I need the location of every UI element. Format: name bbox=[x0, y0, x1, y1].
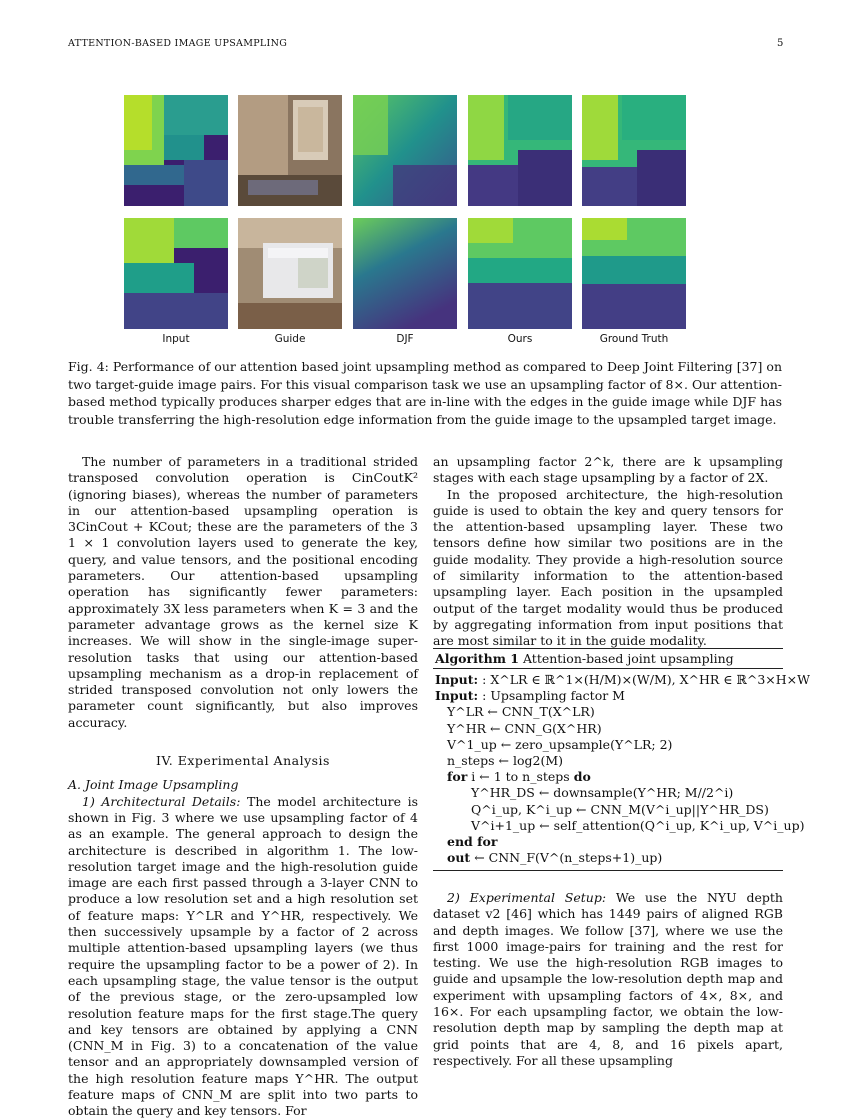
algorithm-label: Algorithm 1 bbox=[435, 651, 519, 666]
djf-output-2 bbox=[353, 218, 457, 329]
algo-line: Y^HR ← CNN_G(X^HR) bbox=[447, 720, 602, 736]
algo-input-2: : Upsampling factor M bbox=[482, 688, 625, 704]
algo-end-for: end for bbox=[447, 834, 498, 850]
algo-line: V^1_up ← zero_upsample(Y^LR; 2) bbox=[447, 736, 673, 752]
algo-output: ← CNN_F(V^(n_steps+1)_up) bbox=[474, 850, 663, 866]
left-column bbox=[68, 454, 418, 1120]
running-title: ATTENTION-BASED IMAGE UPSAMPLING bbox=[68, 38, 288, 49]
paragraph-architecture-guide: In the proposed architecture, the high-resolution guide is used to obtain the key and query tensors for the attention-based upsampling layer. These two tensors define how similar two positions are in the guide modality. They provide a high-resolution source of similarity information to the attention-based upsampling layer. Each position in the upsampled output of the target modality would thus be produced by aggregating information from input positions that are most similar to it in the guide modality. bbox=[433, 486, 783, 649]
right-column bbox=[433, 454, 783, 650]
algorithm-title: Attention-based joint upsampling bbox=[522, 651, 734, 666]
page-number: 5 bbox=[777, 38, 784, 49]
ground-truth-1 bbox=[582, 95, 686, 206]
right-column-lower bbox=[433, 890, 783, 1069]
algo-line: Y^HR_DS ← downsample(Y^HR; M//2^i) bbox=[471, 785, 734, 801]
djf-output-1 bbox=[353, 95, 457, 206]
paragraph-experimental-setup: 2) Experimental Setup: We use the NYU depth dataset v2 [46] which has 1449 pairs of aligned RGB and depth images. We follow [37], where we use the first 1000 image-pairs for training and the rest for testing. We use the high-resolution RGB images to guide and upsample the low-resolution depth map and experiment with upsampling factors of 4×, 8×, and 16×. For each upsampling factor, we obtain the low-resolution depth map by sampling the depth map at grid points that are 4, 8, and 16 pixels apart, respectively. For all these upsampling bbox=[433, 890, 783, 1068]
ground-truth-2 bbox=[582, 218, 686, 329]
label-input: Input bbox=[162, 333, 190, 345]
paragraph-architecture: 1) Architectural Details: The model architecture is shown in Fig. 3 where we use upsampling factor of 4 as an example. The general approach to design the architecture is described in algorithm 1. The low-resolution target image and the high-resolution guide image are each first passed through a 3-layer CNN to produce a low resolution set and a high resolution set of feature maps: Y^LR and Y^HR, respectively. We then successively upsample by a factor of 2 across multiple attention-based upsampling layers (we thus require the upsampling factor to be a power of 2). In each upsampling stage, the value tensor is the output of the previous stage, or the zero-upsampled low resolution feature maps for the first stage.The query and key tensors are obtained by applying a CNN (CNN_M in Fig. 3) to a concatenation of the value tensor and an appropriately downsampled version of the high resolution feature maps Y^HR. The output feature maps of CNN_M are split into two parts to obtain the query and key tensors. For bbox=[68, 793, 418, 1119]
guide-image-2 bbox=[238, 218, 342, 329]
ours-output-2 bbox=[468, 218, 572, 329]
algo-input-1: : X^LR ∈ ℝ^1×(H/M)×(W/M), X^HR ∈ ℝ^3×H×W bbox=[482, 672, 810, 687]
label-guide: Guide bbox=[274, 333, 306, 345]
algo-line: Q^i_up, K^i_up ← CNN_M(V^i_up||Y^HR_DS) bbox=[471, 801, 769, 817]
guide-image-1 bbox=[238, 95, 342, 206]
algorithm-box: Algorithm 1 Attention-based joint upsampling Input: : X^LR ∈ ℝ^1×(H/M)×(W/M), X^HR ∈ ℝ^3×H×W Input: : Upsampling factor M Y^LR ← CNN_T(X^LR) Y^HR ← CNN_G(X^HR) V^1_up ← zero_upsample(Y^LR; 2) n_steps ← log2(M) for i ← 1 to n_steps do Y^HR_DS ← downsample(Y^HR; M//2^i) Q^i_up, K^i_up ← CNN_M(V^i_up||Y^HR_DS) V^i+1_up ← self_attention(Q^i_up, K^i_up, V^i_up) end for out ← CNN_F(V^(n_steps+1)_up) bbox=[433, 648, 783, 871]
figure-caption: Fig. 4: Performance of our attention based joint upsampling method as compared to Deep Joint Filtering [37] on two target-guide image pairs. For this visual comparison task we use an upsampling factor of 8×. Our attention-based method typically produces sharper edges that are in-line with the edges in the guide image while DJF has trouble transferring the high-resolution edge information from the guide image to the upsampled target image. bbox=[68, 359, 782, 427]
label-ours: Ours bbox=[507, 333, 533, 345]
paragraph-label: 1) Architectural Details: bbox=[82, 793, 241, 809]
label-djf: DJF bbox=[396, 333, 414, 345]
input-depth-1 bbox=[124, 95, 228, 206]
section-title: IV. Experimental Analysis bbox=[156, 753, 330, 769]
paragraph-parameters: The number of parameters in a traditional strided transposed convolution operation is CinCoutK² (ignoring biases), whereas the number of parameters in our attention-based upsampling operation is 3CinCout + KCout; these are the parameters of the 3 1 × 1 convolution layers used to generate the key, query, and value tensors, and the positional encoding parameters. Our attention-based upsampling operation has significantly fewer parameters: approximately 3X less parameters when K = 3 and the parameter advantage grows as the kernel size K increases. We will show in the single-image super-resolution tasks that using our attention-based upsampling mechanism as a drop-in replacement of strided transposed convolution not only lowers the parameter count significantly, but also improves accuracy. bbox=[68, 454, 418, 730]
algo-line: n_steps ← log2(M) bbox=[447, 753, 564, 769]
paragraph-label: 2) Experimental Setup: bbox=[447, 890, 607, 905]
algo-line: V^i+1_up ← self_attention(Q^i_up, K^i_up, V^i_up) bbox=[471, 817, 805, 833]
paragraph-upsampling-stages: an upsampling factor 2^k, there are k upsampling stages with each stage upsampling by a factor of 2X. bbox=[433, 454, 783, 486]
input-depth-2 bbox=[124, 218, 228, 329]
ours-output-1 bbox=[468, 95, 572, 206]
subsection-title: A. Joint Image Upsampling bbox=[68, 777, 239, 793]
label-ground-truth: Ground Truth bbox=[599, 333, 669, 345]
algo-line: Y^LR ← CNN_T(X^LR) bbox=[447, 704, 595, 720]
